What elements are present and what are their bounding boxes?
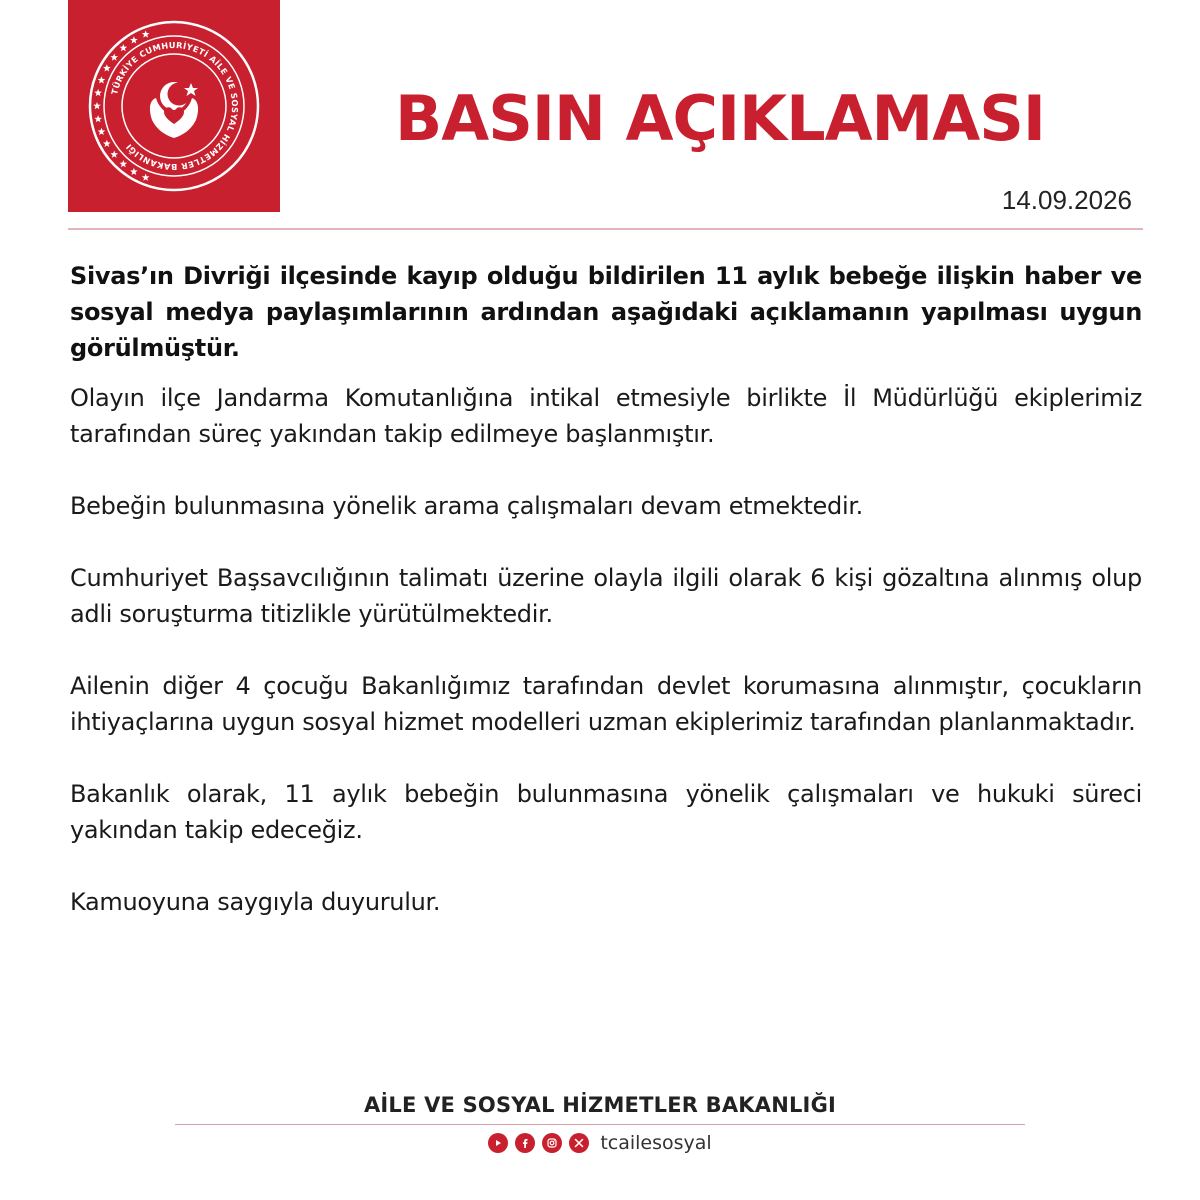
header-divider — [68, 228, 1143, 230]
x-icon[interactable] — [569, 1133, 589, 1153]
seal-star-icon — [110, 151, 118, 158]
ministry-name: AİLE VE SOSYAL HİZMETLER BAKANLIĞI — [363, 1093, 837, 1117]
seal-star-icon — [103, 64, 111, 71]
instagram-icon[interactable] — [542, 1133, 562, 1153]
logo-ring-text: TÜRKİYE CUMHURİYETİ AİLE VE SOSYAL HİZMETLER BAKANLIĞI — [109, 39, 241, 173]
seal-star-icon — [130, 36, 138, 43]
seal-star-icon — [142, 174, 150, 181]
seal-star-icon — [98, 76, 106, 83]
social-handle[interactable]: tcailesosyal — [600, 1132, 712, 1154]
seal-star-icon — [110, 53, 118, 60]
release-date: 14.09.2026 — [1001, 185, 1132, 215]
ministry-logo — [68, 0, 280, 212]
seal-star-icon — [142, 30, 150, 37]
footer-divider — [175, 1124, 1025, 1125]
press-release-body — [70, 258, 1142, 956]
body-paragraph-4: Ailenin diğer 4 çocuğu Bakanlığımız tarafından devlet korumasına alınmıştır, çocukların ihtiyaçlarına uygun sosyal hizmet modelleri uzman ekiplerimiz tarafından planlanmaktadır. — [70, 672, 1142, 736]
ministry-seal-icon — [68, 0, 280, 212]
seal-star-icon — [98, 128, 106, 135]
seal-star-icon — [93, 102, 101, 109]
seal-star-icon — [94, 89, 102, 96]
seal-star-icon — [103, 140, 111, 147]
seal-star-icon — [120, 160, 128, 167]
seal-star-icon — [120, 44, 128, 51]
facebook-icon[interactable] — [515, 1133, 535, 1153]
body-paragraph-2: Bebeğin bulunmasına yönelik arama çalışmaları devam etmektedir. — [70, 492, 864, 520]
page-title: BASIN AÇIKLAMASI — [395, 82, 1045, 155]
body-paragraph-1: Olayın ilçe Jandarma Komutanlığına intikal etmesiyle birlikte İl Müdürlüğü ekiplerimiz tarafından süreç yakından takip edilmeye başlanmıştır. — [70, 384, 1142, 448]
body-paragraph-5: Bakanlık olarak, 11 aylık bebeğin bulunmasına yönelik çalışmaları ve hukuki süreci yakından takip edeceğiz. — [70, 780, 1142, 844]
lead-paragraph: Sivas’ın Divriği ilçesinde kayıp olduğu bildirilen 11 aylık bebeğe ilişkin haber ve sosyal medya paylaşımlarının ardından aşağıdaki açıklamanın yapılması uygun görülmüştür. — [70, 262, 1142, 362]
body-paragraph-3: Cumhuriyet Başsavcılığının talimatı üzerine olayla ilgili olarak 6 kişi gözaltına alınmış olup adli soruşturma titizlikle yürütülmektedir. — [70, 564, 1142, 628]
youtube-icon[interactable] — [488, 1133, 508, 1153]
seal-star-icon — [94, 115, 102, 122]
social-links — [0, 1128, 1200, 1158]
closing-paragraph: Kamuoyuna saygıyla duyurulur. — [70, 888, 441, 916]
seal-star-icon — [130, 168, 138, 175]
